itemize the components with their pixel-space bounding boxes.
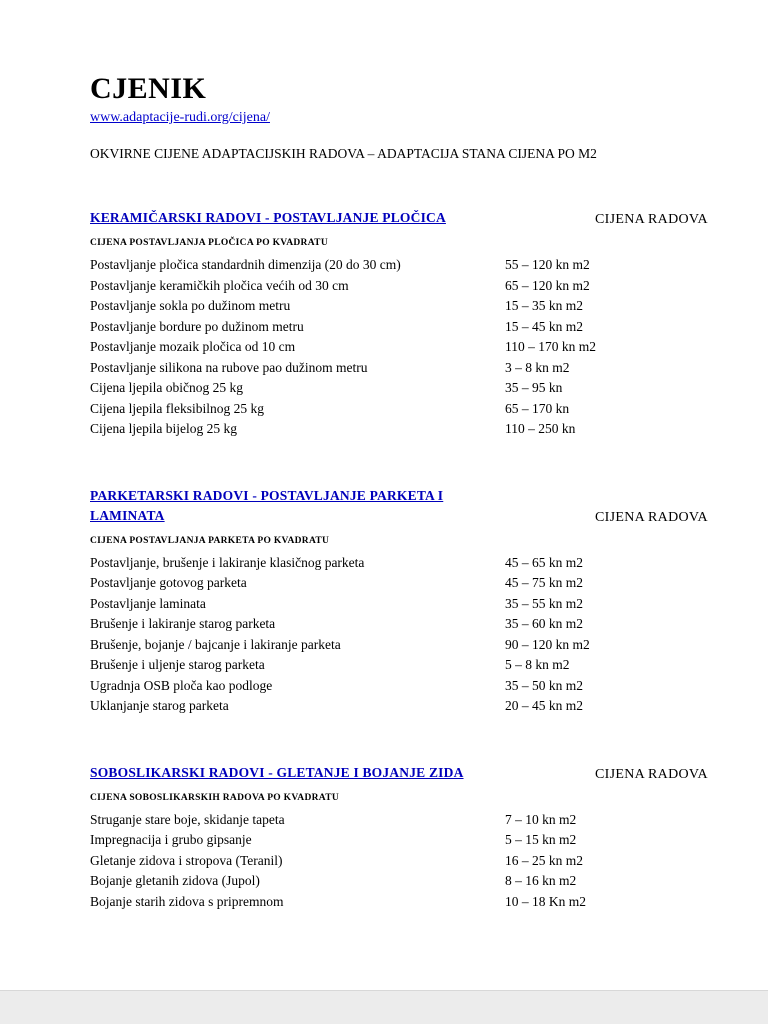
- service-label: Postavljanje laminata: [90, 595, 206, 611]
- price-value: 90 – 120 kn m2: [505, 636, 590, 652]
- website-link[interactable]: www.adaptacije-rudi.org/cijena/: [90, 110, 270, 125]
- service-label: Cijena ljepila fleksibilnog 25 kg: [90, 400, 264, 416]
- service-label: Postavljanje silikona na rubove pao dužinom metru: [90, 359, 368, 375]
- price-value: 5 – 15 kn m2: [505, 832, 577, 847]
- service-label: Gletanje zidova i stropova (Teranil): [90, 852, 283, 868]
- price-column-header: CIJENA RADOVA: [595, 212, 708, 227]
- table-row: [90, 276, 698, 297]
- table-row: [90, 594, 698, 615]
- price-value: 20 – 45 kn m2: [505, 698, 584, 713]
- table-row: [90, 399, 698, 420]
- price-value: 110 – 170 kn m2: [505, 339, 596, 354]
- price-value: 35 – 55 kn m2: [505, 595, 584, 611]
- table-row: [90, 696, 698, 717]
- price-section: [90, 208, 708, 440]
- service-label: Brušenje, bojanje / bajcanje i lakiranje parketa: [90, 636, 341, 652]
- section-header: [90, 763, 708, 783]
- service-label: Bojanje gletanih zidova (Jupol): [90, 873, 260, 888]
- price-value: 45 – 65 kn m2: [505, 554, 584, 570]
- service-label: Postavljanje, brušenje i lakiranje klasičnog parketa: [90, 554, 365, 570]
- service-label: Postavljanje mozaik pločica od 10 cm: [90, 339, 296, 354]
- table-row: [90, 419, 698, 440]
- table-row: [90, 358, 698, 379]
- table-row: [90, 337, 698, 358]
- price-value: 3 – 8 kn m2: [505, 359, 570, 375]
- service-label: Cijena ljepila običnog 25 kg: [90, 380, 243, 395]
- service-label: Postavljanje pločica standardnih dimenzija (20 do 30 cm): [90, 257, 401, 272]
- section-header: [90, 486, 708, 526]
- section-header: [90, 208, 708, 228]
- price-value: 65 – 120 kn m2: [505, 277, 590, 293]
- service-label: Brušenje i uljenje starog parketa: [90, 657, 265, 672]
- service-label: Postavljanje bordure po dužinom metru: [90, 318, 304, 334]
- price-section: [90, 763, 708, 913]
- service-label: Cijena ljepila bijelog 25 kg: [90, 421, 237, 436]
- price-section: [90, 486, 708, 717]
- price-value: 35 – 50 kn m2: [505, 677, 584, 693]
- table-row: [90, 655, 698, 676]
- table-row: [90, 573, 698, 594]
- section-heading: KERAMIČARSKI RADOVI - POSTAVLJANJE PLOČICA: [90, 210, 446, 225]
- table-row: [90, 296, 698, 317]
- section-heading: PARKETARSKI RADOVI - POSTAVLJANJE PARKETA I LAMINATA: [90, 487, 444, 523]
- price-table: [90, 810, 698, 913]
- service-label: Postavljanje sokla po dužinom metru: [90, 298, 291, 313]
- price-value: 55 – 120 kn m2: [505, 257, 590, 272]
- section-subheading: CIJENA SOBOSLIKARSKIH RADOVA PO KVADRATU: [90, 792, 340, 803]
- table-row: [90, 614, 698, 635]
- section-heading: SOBOSLIKARSKI RADOVI - GLETANJE I BOJANJE ZIDA: [90, 764, 464, 780]
- price-table: [90, 553, 698, 717]
- price-value: 16 – 25 kn m2: [505, 852, 584, 868]
- service-label: Brušenje i lakiranje starog parketa: [90, 616, 276, 631]
- price-table: [90, 255, 698, 440]
- table-row: [90, 892, 698, 913]
- table-row: [90, 830, 698, 851]
- service-label: Postavljanje keramičkih pločica većih od 30 cm: [90, 277, 349, 293]
- table-row: [90, 851, 698, 872]
- service-label: Struganje stare boje, skidanje tapeta: [90, 811, 285, 827]
- document-subtitle: OKVIRNE CIJENE ADAPTACIJSKIH RADOVA – ADAPTACIJA STANA CIJENA PO M2: [90, 146, 597, 161]
- price-value: 7 – 10 kn m2: [505, 811, 577, 827]
- price-value: 45 – 75 kn m2: [505, 575, 584, 590]
- table-row: [90, 635, 698, 656]
- service-label: Bojanje starih zidova s pripremnom: [90, 893, 284, 909]
- price-value: 35 – 60 kn m2: [505, 616, 584, 631]
- section-subheading: CIJENA POSTAVLJANJA PLOČICA PO KVADRATU: [90, 238, 328, 248]
- viewer-background: [0, 990, 768, 1024]
- price-value: 35 – 95 kn: [505, 380, 563, 395]
- price-value: 15 – 35 kn m2: [505, 298, 584, 313]
- price-value: 15 – 45 kn m2: [505, 318, 584, 334]
- table-row: [90, 255, 698, 276]
- price-value: 10 – 18 Kn m2: [505, 893, 586, 909]
- price-value: 8 – 16 kn m2: [505, 873, 577, 888]
- table-row: [90, 317, 698, 338]
- service-label: Ugradnja OSB ploča kao podloge: [90, 677, 273, 693]
- page-title: CJENIK: [90, 72, 207, 105]
- table-row: [90, 810, 698, 831]
- price-value: 65 – 170 kn: [505, 400, 570, 416]
- price-value: 5 – 8 kn m2: [505, 657, 570, 672]
- table-row: [90, 676, 698, 697]
- table-row: [90, 871, 698, 892]
- price-column-header: CIJENA RADOVA: [595, 509, 708, 525]
- service-label: Uklanjanje starog parketa: [90, 698, 229, 713]
- service-label: Postavljanje gotovog parketa: [90, 575, 247, 590]
- price-column-header: CIJENA RADOVA: [595, 766, 708, 782]
- table-row: [90, 553, 698, 574]
- service-label: Impregnacija i grubo gipsanje: [90, 832, 252, 847]
- section-subheading: CIJENA POSTAVLJANJA PARKETA PO KVADRATU: [90, 535, 330, 546]
- table-row: [90, 378, 698, 399]
- sections: [90, 208, 708, 912]
- price-value: 110 – 250 kn: [505, 421, 576, 436]
